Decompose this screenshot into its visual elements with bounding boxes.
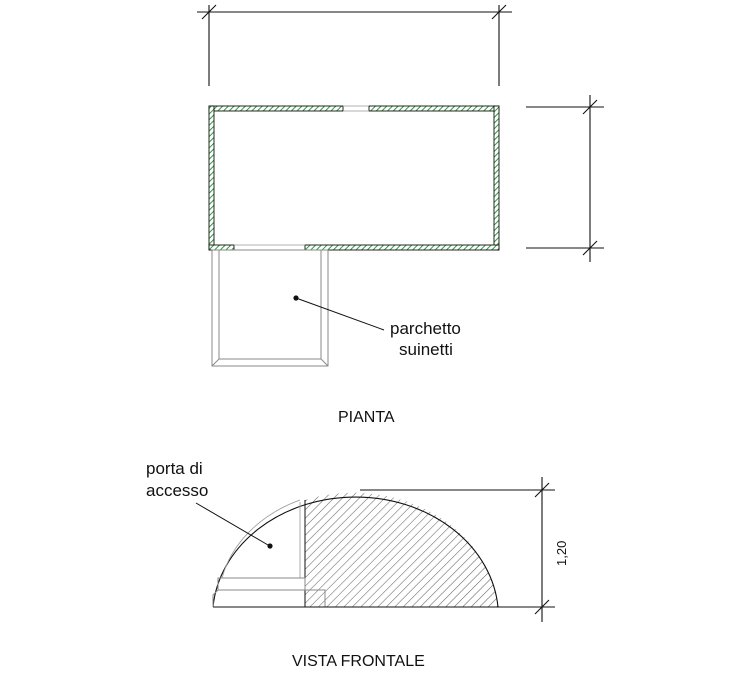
- plan-depth-dimension: [526, 95, 604, 262]
- plan-view: [197, 5, 604, 426]
- door-label-line1: porta di: [146, 459, 203, 478]
- door-leader: [196, 503, 273, 549]
- hut-walls: [209, 106, 499, 250]
- height-dimension-label: 1,20: [554, 540, 569, 566]
- elevation-title: VISTA FRONTALE: [292, 653, 425, 670]
- pen-label-line1: parchetto: [390, 319, 461, 338]
- hut-dome-inner: [222, 500, 300, 578]
- front-elevation: [146, 459, 569, 670]
- door-label-line2: accesso: [146, 481, 209, 500]
- wall-openings: [234, 106, 369, 250]
- pen-leader: [293, 295, 384, 330]
- pen-label-line2: suinetti: [399, 340, 453, 359]
- piglet-pen-outline: [212, 250, 328, 366]
- plan-width-dimension: [197, 5, 512, 86]
- plan-title: PIANTA: [338, 409, 395, 426]
- hatched-section: [300, 490, 510, 610]
